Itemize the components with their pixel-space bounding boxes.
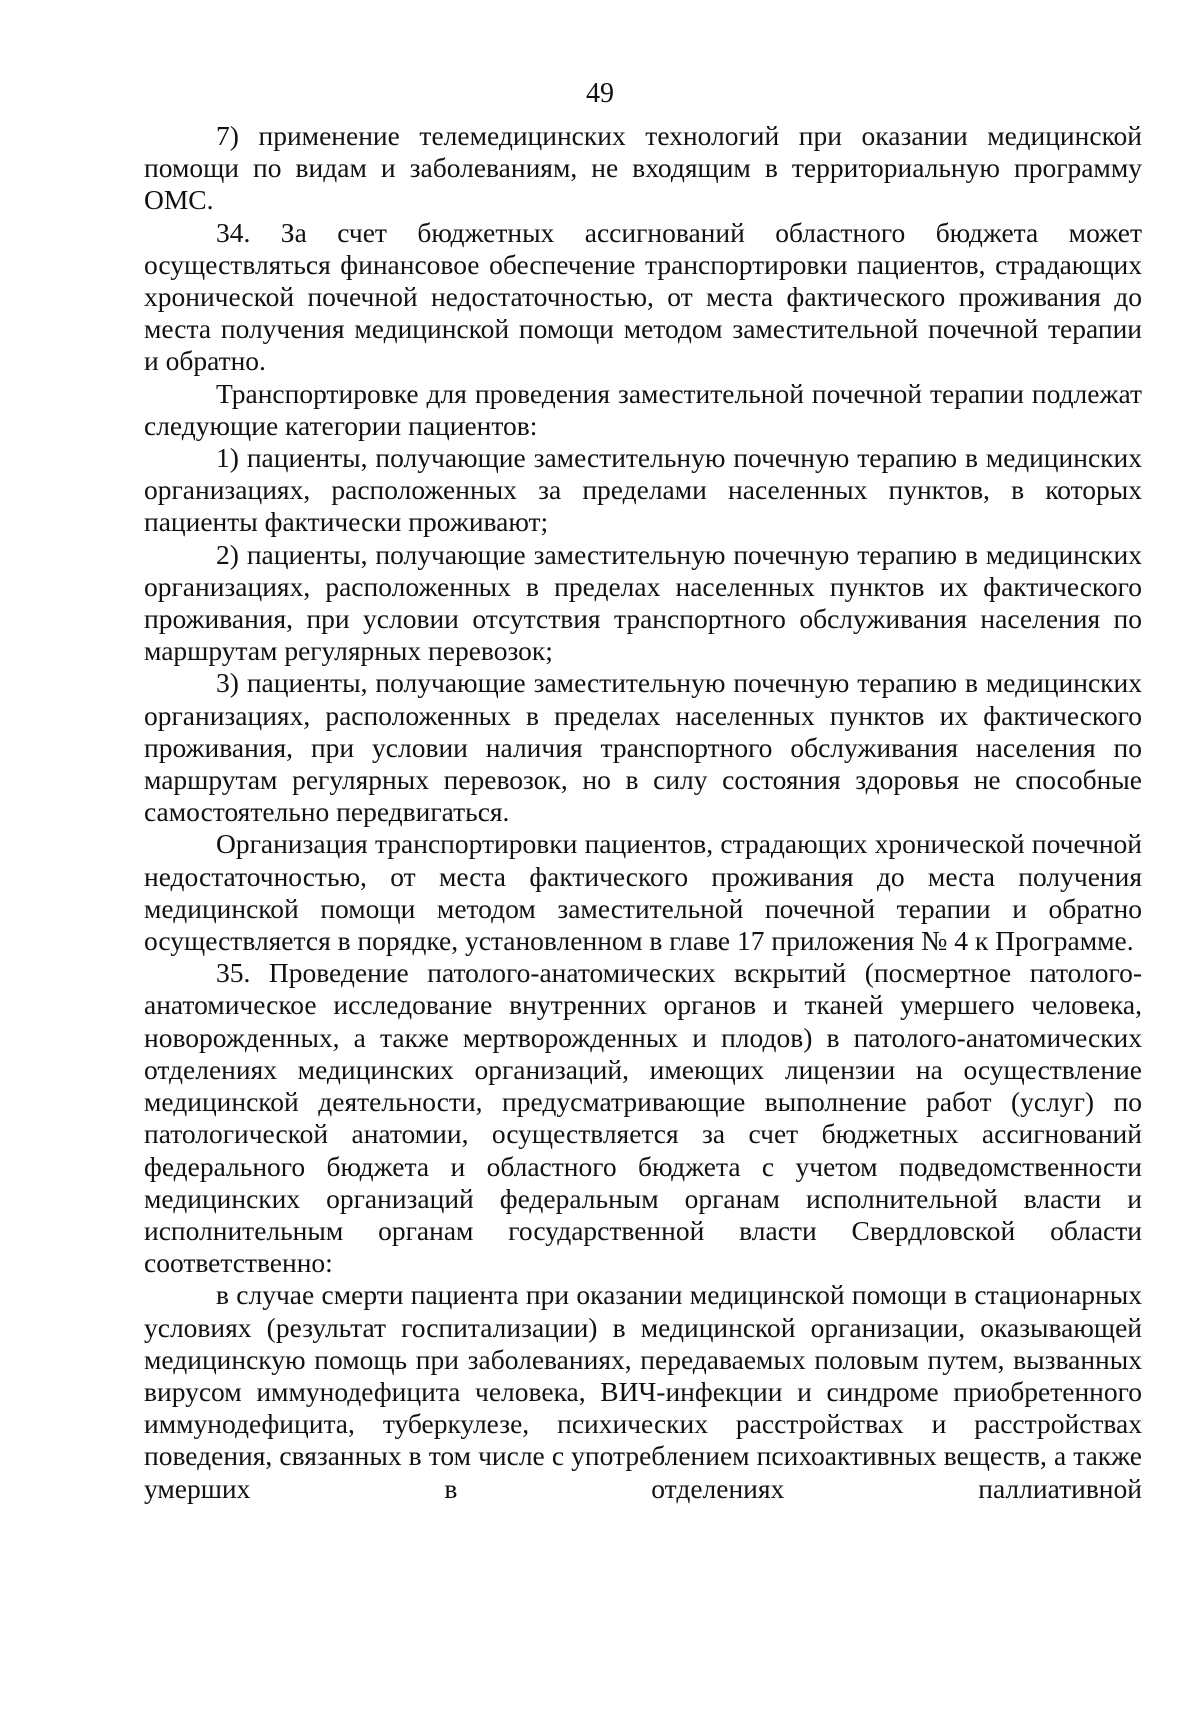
paragraph-category-2: 2) пациенты, получающие заместительную почечную терапию в медицинских организациях, расположенных в пределах населенных пунктов их фактического проживания, при условии отсутствия транспортного обслуживания населения по маршрутам регулярных перевозок;	[144, 538, 1142, 667]
paragraph-transport-intro: Транспортировке для проведения заместительной почечной терапии подлежат следующие категории пациентов:	[144, 377, 1142, 441]
document-body	[144, 120, 1142, 1505]
paragraph-section-35: 35. Проведение патолого-анатомических вскрытий (посмертное патолого-анатомическое исследование внутренних органов и тканей умершего человека, новорожденных, а также мертворожденных и плодов) в патолого-анатомических отделениях медицинских организаций, имеющих лицензии на осуществление медицинской деятельности, предусматривающие выполнение работ (услуг) по патологической анатомии, осуществляется за счет бюджетных ассигнований федерального бюджета и областного бюджета с учетом подведомственности медицинских организаций федеральным органам исполнительной власти и исполнительным органам государственной власти Свердловской области соответственно:	[144, 957, 1142, 1279]
page-number: 49	[586, 78, 614, 109]
paragraph-section-34: 34. За счет бюджетных ассигнований областного бюджета может осуществляться финансовое обеспечение транспортировки пациентов, страдающих хронической почечной недостаточностью, от места фактического проживания до места получения медицинской помощи методом заместительной почечной терапии и обратно.	[144, 216, 1142, 377]
paragraph-item-7: 7) применение телемедицинских технологий при оказании медицинской помощи по видам и заболеваниям, не входящим в территориальную программу ОМС.	[144, 120, 1142, 216]
paragraph-organization: Организация транспортировки пациентов, страдающих хронической почечной недостаточностью, от места фактического проживания до места получения медицинской помощи методом заместительной почечной терапии и обратно осуществляется в порядке, установленном в главе 17 приложения № 4 к Программе.	[144, 828, 1142, 957]
paragraph-death-case: в случае смерти пациента при оказании медицинской помощи в стационарных условиях (результат госпитализации) в медицинской организации, оказывающей медицинскую помощь при заболеваниях, передаваемых половым путем, вызванных вирусом иммунодефицита человека, ВИЧ-инфекции и синдроме приобретенного иммунодефицита, туберкулезе, психических расстройствах и расстройствах поведения, связанных в том числе с употреблением психоактивных веществ, а также умерших в отделениях паллиативной	[144, 1279, 1142, 1504]
paragraph-category-3: 3) пациенты, получающие заместительную почечную терапию в медицинских организациях, расположенных в пределах населенных пунктов их фактического проживания, при условии наличия транспортного обслуживания населения по маршрутам регулярных перевозок, но в силу состояния здоровья не способные самостоятельно передвигаться.	[144, 667, 1142, 828]
paragraph-category-1: 1) пациенты, получающие заместительную почечную терапию в медицинских организациях, расположенных за пределами населенных пунктов, в которых пациенты фактически проживают;	[144, 442, 1142, 538]
